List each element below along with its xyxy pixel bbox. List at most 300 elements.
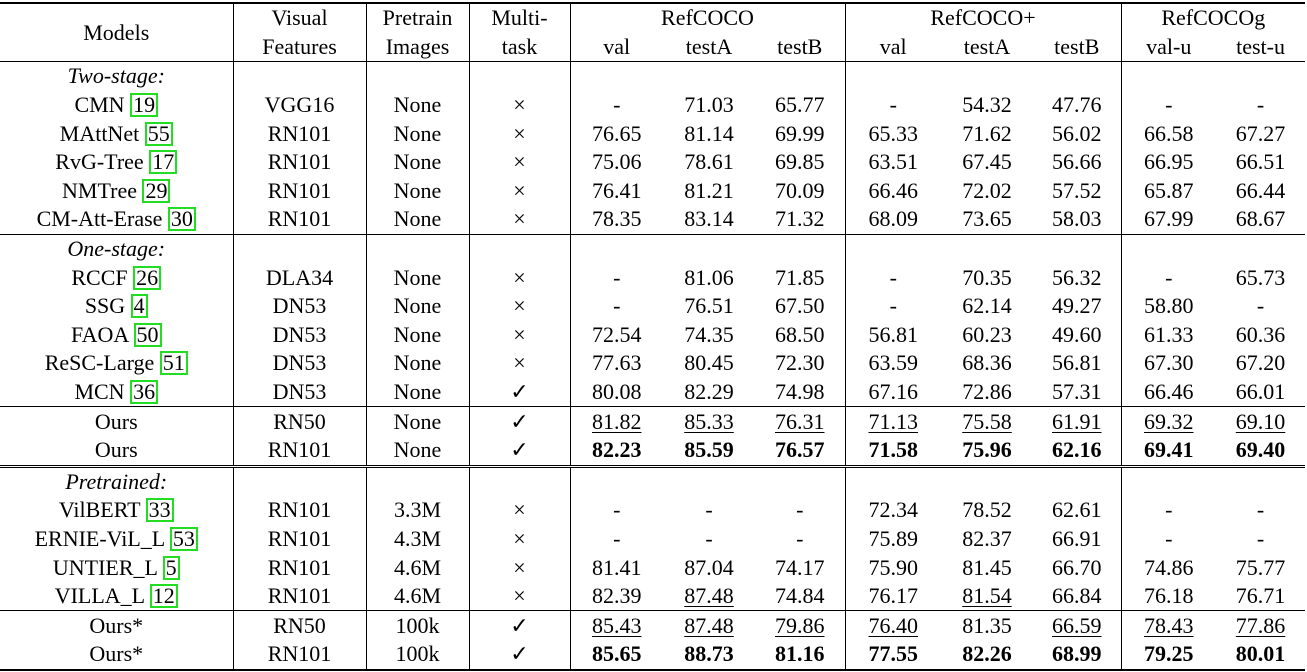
score-value: 82.23 <box>592 437 642 463</box>
score-value: 87.04 <box>684 554 734 580</box>
score-cell <box>1216 263 1305 292</box>
score-value: 74.86 <box>1144 554 1194 580</box>
score-value: 66.58 <box>1144 120 1194 146</box>
score-cell <box>1121 378 1216 407</box>
score-cell <box>1121 349 1216 378</box>
score-value: 67.99 <box>1144 206 1194 232</box>
multitask-cell: × <box>469 582 570 611</box>
score-value: - <box>1165 497 1173 523</box>
citation-link[interactable]: 26 <box>133 266 161 290</box>
score-cell <box>570 553 663 582</box>
score-value: 76.18 <box>1144 583 1194 609</box>
pretrain-images-cell: None <box>366 378 469 407</box>
score-value: 66.70 <box>1052 554 1102 580</box>
score-cell <box>1216 177 1305 206</box>
score-cell <box>570 611 663 640</box>
score-cell <box>1216 321 1305 350</box>
score-cell <box>1033 582 1121 611</box>
score-cell <box>1121 119 1216 148</box>
score-value: 66.95 <box>1144 149 1194 175</box>
model-name-cell <box>0 292 233 321</box>
score-cell <box>845 640 941 670</box>
score-value: 66.59 <box>1052 612 1102 638</box>
score-cell <box>845 525 941 554</box>
score-cell <box>1216 91 1305 120</box>
pretrain-images-cell: None <box>366 177 469 206</box>
score-value: 58.03 <box>1052 206 1102 232</box>
empty-cell <box>469 466 570 496</box>
table-row <box>0 407 1305 436</box>
score-value: - <box>1256 92 1265 118</box>
score-cell <box>570 407 663 436</box>
results-table <box>0 2 1305 671</box>
score-cell <box>1121 91 1216 120</box>
score-value: 57.31 <box>1052 379 1102 405</box>
empty-cell <box>755 466 845 496</box>
model-name: ERNIE-ViL_L <box>34 525 165 551</box>
citation-link[interactable]: 51 <box>160 351 188 375</box>
score-value: 71.32 <box>775 206 825 232</box>
table-row <box>0 148 1305 177</box>
score-cell <box>941 205 1033 234</box>
score-value: 56.02 <box>1052 120 1102 146</box>
score-value: - <box>889 293 897 319</box>
score-value: 69.10 <box>1235 408 1286 434</box>
multitask-cell: ✓ <box>469 436 570 466</box>
pretrain-images-cell: None <box>366 292 469 321</box>
score-cell <box>755 263 845 292</box>
score-value: 63.51 <box>868 149 918 175</box>
score-cell <box>1121 525 1216 554</box>
group-heading: Two-stage: <box>0 62 233 91</box>
score-value: 66.01 <box>1235 379 1286 405</box>
model-name-cell <box>0 263 233 292</box>
score-value: 88.73 <box>684 641 734 667</box>
score-value: 69.85 <box>775 149 825 175</box>
score-value: 81.45 <box>962 554 1012 580</box>
citation-link[interactable]: 33 <box>146 498 174 522</box>
score-cell <box>1216 611 1305 640</box>
citation-link[interactable]: 30 <box>168 207 196 231</box>
empty-cell <box>755 62 845 91</box>
empty-cell <box>233 62 366 91</box>
score-value: 71.85 <box>775 264 825 290</box>
score-value: 81.14 <box>684 120 734 146</box>
score-value: 66.44 <box>1235 177 1286 203</box>
score-value: 66.51 <box>1235 149 1286 175</box>
pretrain-images-cell: 100k <box>366 611 469 640</box>
score-value: 72.86 <box>962 379 1012 405</box>
visual-features-cell: DN53 <box>233 378 366 407</box>
score-value: 85.33 <box>684 408 734 434</box>
score-cell <box>755 321 845 350</box>
multitask-header-line2: task <box>469 33 570 62</box>
multitask-cell: × <box>469 205 570 234</box>
score-value: 66.91 <box>1052 525 1102 551</box>
score-value: 78.52 <box>962 497 1012 523</box>
table-row <box>0 177 1305 206</box>
score-cell <box>845 292 941 321</box>
score-cell <box>663 91 755 120</box>
multitask-cell: × <box>469 349 570 378</box>
pretrain-images-cell: None <box>366 321 469 350</box>
visual-features-cell: RN101 <box>233 496 366 525</box>
score-value: 63.59 <box>868 350 918 376</box>
score-cell <box>845 553 941 582</box>
citation-link[interactable]: 5 <box>163 556 180 580</box>
score-cell <box>941 436 1033 466</box>
score-value: 76.57 <box>775 437 825 463</box>
score-value: 81.82 <box>592 408 642 434</box>
score-cell <box>941 292 1033 321</box>
multitask-cell: × <box>469 292 570 321</box>
model-name: Ours* <box>89 641 144 667</box>
score-cell <box>941 553 1033 582</box>
score-value: - <box>1256 497 1265 523</box>
score-cell <box>663 436 755 466</box>
score-cell <box>1216 205 1305 234</box>
empty-cell <box>1033 234 1121 263</box>
score-value: 81.06 <box>684 264 734 290</box>
citation-link[interactable]: 17 <box>149 150 177 174</box>
score-value: - <box>796 525 804 551</box>
table-row <box>0 321 1305 350</box>
score-value: 76.17 <box>868 583 918 609</box>
refcocog-header: RefCOCOg <box>1161 5 1266 31</box>
refcoco-testa-header: testA <box>685 33 733 59</box>
empty-cell <box>233 466 366 496</box>
score-cell <box>845 321 941 350</box>
score-cell <box>663 349 755 378</box>
score-value: 62.14 <box>962 293 1012 319</box>
score-cell <box>845 263 941 292</box>
score-cell <box>1121 292 1216 321</box>
score-cell <box>845 378 941 407</box>
score-cell <box>663 525 755 554</box>
score-cell <box>1121 177 1216 206</box>
score-cell <box>941 263 1033 292</box>
score-cell <box>845 611 941 640</box>
model-name: RvG-Tree <box>55 149 144 175</box>
score-value: - <box>613 293 621 319</box>
visual-features-cell: RN101 <box>233 205 366 234</box>
model-name: MAttNet <box>59 120 140 146</box>
score-value: - <box>705 497 713 523</box>
score-value: 67.30 <box>1144 350 1194 376</box>
pretrain-images-cell: 3.3M <box>366 496 469 525</box>
score-cell <box>755 349 845 378</box>
group-heading-row <box>0 466 1305 496</box>
score-value: - <box>613 92 621 118</box>
score-cell <box>1033 91 1121 120</box>
score-cell <box>1216 407 1305 436</box>
multitask-cell: × <box>469 321 570 350</box>
table-row <box>0 436 1305 466</box>
score-cell <box>1121 407 1216 436</box>
score-cell <box>570 496 663 525</box>
score-cell <box>663 292 755 321</box>
table-row <box>0 553 1305 582</box>
score-value: 74.17 <box>775 554 825 580</box>
score-value: 76.40 <box>868 612 918 638</box>
visual-header-line1: Visual <box>233 3 366 33</box>
model-name-cell <box>0 496 233 525</box>
table-row <box>0 91 1305 120</box>
pretrain-images-cell: 100k <box>366 640 469 670</box>
citation-link[interactable]: 19 <box>130 93 158 117</box>
score-value: 81.21 <box>684 177 734 203</box>
multitask-cell: × <box>469 177 570 206</box>
score-cell <box>1216 378 1305 407</box>
model-name-cell <box>0 640 233 670</box>
score-cell <box>1216 582 1305 611</box>
score-value: 56.81 <box>1052 350 1102 376</box>
score-cell <box>1121 263 1216 292</box>
score-value: 68.50 <box>775 321 825 347</box>
model-name: NMTree <box>62 177 137 203</box>
score-value: 77.86 <box>1235 612 1286 638</box>
refcoco-testb-header: testB <box>755 33 845 62</box>
multitask-cell: × <box>469 496 570 525</box>
model-name: VilBERT <box>58 497 141 523</box>
visual-features-cell: DLA34 <box>233 263 366 292</box>
empty-cell <box>570 466 663 496</box>
multitask-cell: × <box>469 263 570 292</box>
model-name: UNTIER_L <box>52 554 158 580</box>
score-cell <box>1033 321 1121 350</box>
score-value: 67.50 <box>775 293 825 319</box>
refcocog-testu-header: test-u <box>1236 33 1285 59</box>
score-value: 75.96 <box>962 437 1012 463</box>
score-cell <box>845 119 941 148</box>
score-value: 54.32 <box>962 92 1012 118</box>
score-cell <box>941 407 1033 436</box>
score-value: 66.46 <box>1144 379 1194 405</box>
visual-features-cell: RN101 <box>233 148 366 177</box>
multitask-cell: × <box>469 553 570 582</box>
model-name-cell <box>0 436 233 466</box>
visual-features-cell: RN101 <box>233 436 366 466</box>
refcocoplus-val-header: val <box>879 33 907 59</box>
score-cell <box>941 91 1033 120</box>
score-value: 74.35 <box>684 321 734 347</box>
table-row <box>0 349 1305 378</box>
score-value: 65.33 <box>868 120 918 146</box>
score-value: 60.36 <box>1235 321 1286 347</box>
citation-link[interactable]: 12 <box>150 584 178 608</box>
citation-link[interactable]: 55 <box>145 122 173 146</box>
score-cell <box>1033 119 1121 148</box>
score-cell <box>663 640 755 670</box>
score-cell <box>1033 640 1121 670</box>
empty-cell <box>1121 234 1216 263</box>
table-row <box>0 525 1305 554</box>
model-name: RCCF <box>71 264 128 290</box>
citation-link[interactable]: 29 <box>142 179 170 203</box>
model-name: VILLA_L <box>54 583 145 609</box>
score-cell <box>755 582 845 611</box>
score-cell <box>845 148 941 177</box>
model-name-cell <box>0 148 233 177</box>
score-cell <box>1121 553 1216 582</box>
empty-cell <box>570 62 663 91</box>
score-cell <box>1216 553 1305 582</box>
score-cell <box>1121 205 1216 234</box>
score-value: 80.01 <box>1235 641 1286 667</box>
visual-features-cell: VGG16 <box>233 91 366 120</box>
score-cell <box>663 321 755 350</box>
empty-cell <box>845 466 941 496</box>
score-value: 71.62 <box>962 120 1012 146</box>
refcocoplus-testb-header: testB <box>1033 33 1121 62</box>
score-cell <box>755 553 845 582</box>
citation-link[interactable]: 53 <box>170 527 198 551</box>
score-value: 74.84 <box>775 583 825 609</box>
empty-cell <box>570 234 663 263</box>
score-cell <box>663 263 755 292</box>
pretrain-images-cell: None <box>366 119 469 148</box>
score-value: - <box>1165 92 1173 118</box>
model-name-cell <box>0 349 233 378</box>
model-name-cell <box>0 582 233 611</box>
pretrain-images-cell: None <box>366 205 469 234</box>
score-cell <box>663 407 755 436</box>
results-body <box>0 62 1305 670</box>
header-row-1 <box>0 3 1305 33</box>
score-value: - <box>796 497 804 523</box>
score-cell <box>570 177 663 206</box>
score-value: 65.87 <box>1144 177 1194 203</box>
score-cell <box>941 611 1033 640</box>
score-cell <box>941 119 1033 148</box>
score-cell <box>1121 436 1216 466</box>
score-cell <box>755 91 845 120</box>
score-cell <box>941 582 1033 611</box>
score-cell <box>845 407 941 436</box>
empty-cell <box>941 466 1033 496</box>
score-cell <box>570 436 663 466</box>
empty-cell <box>845 234 941 263</box>
model-name: Ours <box>94 408 138 434</box>
score-value: 71.03 <box>684 92 734 118</box>
score-value: - <box>1256 293 1265 319</box>
score-value: 62.16 <box>1052 437 1102 463</box>
score-value: 49.27 <box>1052 293 1102 319</box>
score-cell <box>1121 496 1216 525</box>
empty-cell <box>941 234 1033 263</box>
table-row <box>0 263 1305 292</box>
score-cell <box>755 177 845 206</box>
score-value: 71.13 <box>868 408 918 434</box>
score-value: 71.58 <box>868 437 918 463</box>
multitask-header-line1: Multi- <box>469 3 570 33</box>
score-cell <box>1033 553 1121 582</box>
visual-features-cell: DN53 <box>233 292 366 321</box>
score-value: 76.71 <box>1235 583 1286 609</box>
score-cell <box>845 436 941 466</box>
score-cell <box>755 407 845 436</box>
visual-features-cell: RN50 <box>233 611 366 640</box>
score-value: 81.35 <box>962 612 1012 638</box>
score-cell <box>755 292 845 321</box>
score-cell <box>570 378 663 407</box>
score-value: 77.55 <box>868 641 918 667</box>
table-row <box>0 378 1305 407</box>
visual-header-line2: Features <box>233 33 366 62</box>
score-value: 75.89 <box>868 525 918 551</box>
empty-cell <box>1121 466 1216 496</box>
score-value: 72.34 <box>868 497 918 523</box>
score-cell <box>755 525 845 554</box>
score-cell <box>1033 378 1121 407</box>
group-heading: One-stage: <box>0 234 233 263</box>
citation-link[interactable]: 4 <box>131 294 148 318</box>
empty-cell <box>663 234 755 263</box>
empty-cell <box>755 234 845 263</box>
score-value: 82.39 <box>592 583 642 609</box>
model-name: Ours* <box>89 612 144 638</box>
empty-cell <box>1216 62 1305 91</box>
score-value: - <box>889 92 897 118</box>
score-value: 68.99 <box>1052 641 1102 667</box>
score-value: 82.26 <box>962 641 1012 667</box>
table-row <box>0 582 1305 611</box>
score-cell <box>663 205 755 234</box>
score-value: 49.60 <box>1052 321 1102 347</box>
score-cell <box>941 148 1033 177</box>
multitask-cell: × <box>469 119 570 148</box>
score-cell <box>570 640 663 670</box>
model-name: FAOA <box>70 321 129 347</box>
score-value: - <box>613 497 621 523</box>
score-value: - <box>889 264 897 290</box>
score-value: - <box>1165 525 1173 551</box>
empty-cell <box>366 466 469 496</box>
model-name-cell <box>0 91 233 120</box>
model-name: CM-Att-Erase <box>36 206 163 232</box>
multitask-cell: × <box>469 148 570 177</box>
multitask-cell: ✓ <box>469 640 570 670</box>
score-value: 76.41 <box>592 177 642 203</box>
score-value: 67.20 <box>1235 350 1286 376</box>
citation-link[interactable]: 50 <box>134 323 162 347</box>
pretrain-header-line2: Images <box>366 33 469 62</box>
empty-cell <box>233 234 366 263</box>
score-cell <box>1033 292 1121 321</box>
score-cell <box>755 436 845 466</box>
model-name: CMN <box>74 92 125 118</box>
score-value: 74.98 <box>775 379 825 405</box>
empty-cell <box>663 466 755 496</box>
score-cell <box>1033 205 1121 234</box>
score-cell <box>1216 349 1305 378</box>
empty-cell <box>1033 62 1121 91</box>
citation-link[interactable]: 36 <box>130 380 158 404</box>
score-cell <box>1121 321 1216 350</box>
model-name-cell <box>0 177 233 206</box>
score-value: 66.46 <box>868 177 918 203</box>
score-value: - <box>613 264 621 290</box>
score-cell <box>941 321 1033 350</box>
score-value: 61.33 <box>1144 321 1194 347</box>
score-value: 60.23 <box>962 321 1012 347</box>
score-value: 69.40 <box>1235 437 1286 463</box>
model-name-cell <box>0 407 233 436</box>
score-value: 81.54 <box>962 583 1012 609</box>
score-cell <box>1216 436 1305 466</box>
score-cell <box>1121 582 1216 611</box>
visual-features-cell: RN101 <box>233 119 366 148</box>
